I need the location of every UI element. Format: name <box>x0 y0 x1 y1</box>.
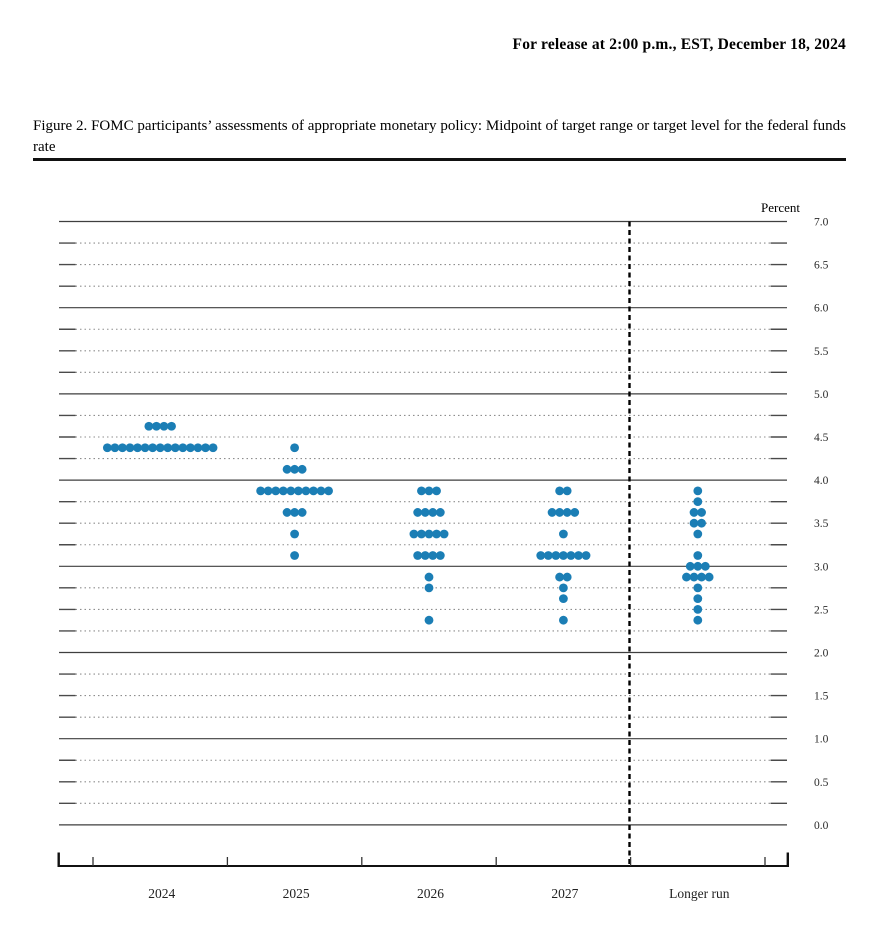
policy-rate-dot <box>425 573 434 582</box>
policy-rate-dot <box>563 508 572 517</box>
policy-rate-dot <box>548 508 557 517</box>
policy-rate-dot <box>555 573 564 582</box>
policy-rate-dot <box>432 530 441 539</box>
policy-rate-dot <box>693 605 702 614</box>
policy-rate-dot <box>256 486 265 495</box>
y-axis-unit-label: Percent <box>761 200 800 215</box>
policy-rate-dot <box>425 616 434 625</box>
y-tick-label: 3.5 <box>814 518 829 531</box>
y-tick-label: 5.5 <box>814 345 829 358</box>
y-tick-label: 0.0 <box>814 819 829 832</box>
policy-rate-dot <box>690 508 699 517</box>
policy-rate-dot <box>160 422 169 431</box>
y-tick-label: 1.5 <box>814 690 829 703</box>
policy-rate-dot <box>194 443 203 452</box>
policy-rate-dot <box>302 486 311 495</box>
policy-rate-dot <box>693 497 702 506</box>
policy-rate-dot <box>324 486 333 495</box>
policy-rate-dot <box>290 551 299 560</box>
policy-rate-dot <box>186 443 195 452</box>
policy-rate-dot <box>574 551 583 560</box>
policy-rate-dot <box>294 486 303 495</box>
policy-rate-dot <box>171 443 180 452</box>
policy-rate-dot <box>425 486 434 495</box>
policy-rate-dot <box>693 486 702 495</box>
policy-rate-dot <box>693 530 702 539</box>
policy-rate-dot <box>167 422 176 431</box>
policy-rate-dot <box>317 486 326 495</box>
policy-rate-dot <box>559 616 568 625</box>
policy-rate-dot <box>279 486 288 495</box>
y-tick-label: 3.0 <box>814 561 829 574</box>
policy-rate-dot <box>126 443 135 452</box>
policy-rate-dot <box>428 508 437 517</box>
policy-rate-dot <box>697 573 706 582</box>
policy-rate-dot <box>440 530 449 539</box>
policy-rate-dot <box>559 583 568 592</box>
policy-rate-dot <box>567 551 576 560</box>
policy-rate-dot <box>201 443 210 452</box>
policy-rate-dot <box>163 443 172 452</box>
y-tick-label: 5.0 <box>814 388 829 401</box>
y-tick-label: 6.5 <box>814 259 829 272</box>
policy-rate-dot <box>563 486 572 495</box>
policy-rate-dot <box>421 551 430 560</box>
policy-rate-dot <box>432 486 441 495</box>
policy-rate-dot <box>144 422 153 431</box>
policy-rate-dot <box>133 443 142 452</box>
policy-rate-dot <box>693 594 702 603</box>
release-line: For release at 2:00 p.m., EST, December 18, 2024 <box>512 36 846 53</box>
y-tick-label: 4.5 <box>814 432 829 444</box>
policy-rate-dot <box>309 486 318 495</box>
policy-rate-dot <box>413 508 422 517</box>
figure-caption: Figure 2. FOMC participants’ assessments of appropriate monetary policy: Midpoint of target range or target level for the federal funds rate <box>33 118 846 155</box>
policy-rate-dot <box>697 508 706 517</box>
policy-rate-dot <box>264 486 273 495</box>
policy-rate-dot <box>118 443 127 452</box>
x-tick-label: 2026 <box>417 886 444 901</box>
policy-rate-dot <box>290 530 299 539</box>
policy-rate-dot <box>417 486 426 495</box>
policy-rate-dot <box>693 616 702 625</box>
policy-rate-dot <box>690 573 699 582</box>
y-tick-label: 6.0 <box>814 302 829 315</box>
policy-rate-dot <box>705 573 714 582</box>
policy-rate-dot <box>693 583 702 592</box>
policy-rate-dot <box>283 465 292 474</box>
y-tick-label: 1.0 <box>814 733 829 746</box>
policy-rate-dot <box>697 519 706 528</box>
policy-rate-dot <box>298 465 307 474</box>
policy-rate-dot <box>271 486 280 495</box>
policy-rate-dot <box>283 508 292 517</box>
policy-rate-dot <box>156 443 165 452</box>
policy-rate-dot <box>417 530 426 539</box>
policy-rate-dot <box>436 508 445 517</box>
x-tick-label: 2025 <box>282 886 310 901</box>
policy-rate-dot <box>298 508 307 517</box>
policy-rate-dot <box>290 465 299 474</box>
y-tick-label: 2.0 <box>814 647 829 660</box>
policy-rate-dot <box>286 486 295 495</box>
policy-rate-dot <box>425 583 434 592</box>
policy-rate-dot <box>544 551 553 560</box>
y-tick-label: 0.5 <box>814 776 829 789</box>
policy-rate-dot <box>559 551 568 560</box>
policy-rate-dot <box>555 486 564 495</box>
policy-rate-dot <box>141 443 150 452</box>
policy-rate-dot <box>209 443 218 452</box>
policy-rate-dot <box>436 551 445 560</box>
policy-rate-dot <box>425 530 434 539</box>
policy-rate-dot <box>428 551 437 560</box>
policy-rate-dot <box>410 530 419 539</box>
policy-rate-dot <box>563 573 572 582</box>
policy-rate-dot <box>178 443 187 452</box>
x-tick-label: 2024 <box>148 886 176 901</box>
policy-rate-dot <box>536 551 545 560</box>
policy-rate-dot <box>690 519 699 528</box>
y-tick-label: 4.0 <box>814 475 829 488</box>
policy-rate-dot <box>582 551 591 560</box>
policy-rate-dot <box>701 562 710 571</box>
policy-rate-dot <box>421 508 430 517</box>
policy-rate-dot <box>148 443 157 452</box>
x-tick-label: Longer run <box>669 886 730 901</box>
policy-rate-dot <box>555 508 564 517</box>
y-tick-label: 7.0 <box>814 216 829 229</box>
policy-rate-dot <box>559 530 568 539</box>
policy-rate-dot <box>686 562 695 571</box>
policy-rate-dot <box>103 443 112 452</box>
policy-rate-dot <box>693 562 702 571</box>
policy-rate-dot <box>559 594 568 603</box>
y-tick-label: 2.5 <box>814 604 829 617</box>
policy-rate-dot <box>413 551 422 560</box>
policy-rate-dot <box>152 422 161 431</box>
policy-rate-dot <box>111 443 120 452</box>
policy-rate-dot <box>570 508 579 517</box>
policy-rate-dot <box>290 508 299 517</box>
policy-rate-dot <box>290 443 299 452</box>
x-tick-label: 2027 <box>551 886 579 901</box>
policy-rate-dot <box>693 551 702 560</box>
policy-rate-dot <box>682 573 691 582</box>
policy-rate-dot <box>551 551 560 560</box>
